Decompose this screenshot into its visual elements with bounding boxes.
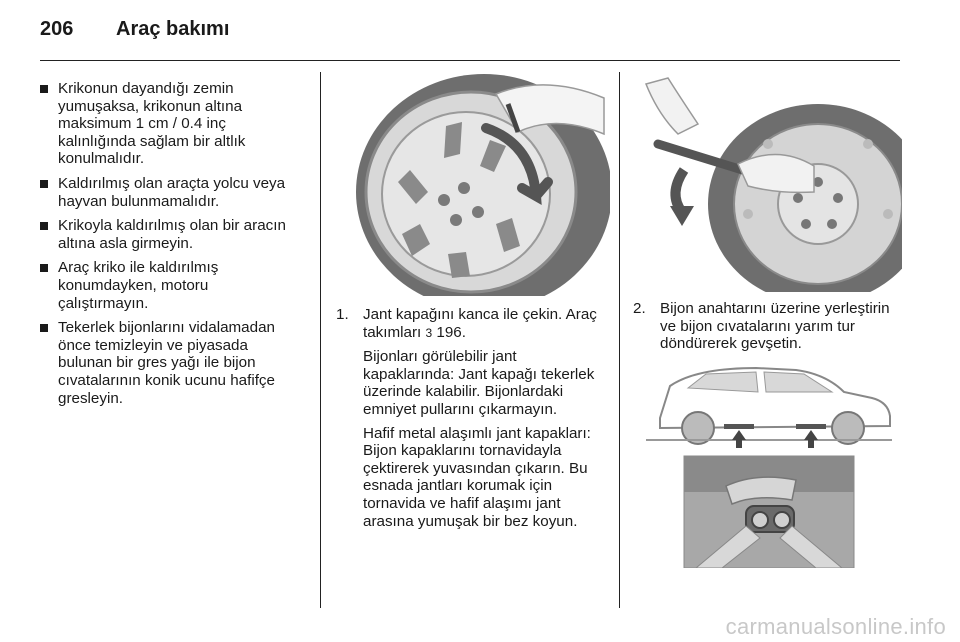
warning-bullet-list (40, 80, 302, 414)
page-header (40, 18, 920, 48)
step-item (336, 306, 610, 530)
wheel-wrench-illustration (638, 74, 902, 292)
column-divider-1 (320, 72, 321, 608)
bullet-text: Kaldırılmış olan araçta yolcu veya hayvan bulunmamalıdır. (58, 174, 286, 210)
step-text: Jant kapağını kanca ile çekin. Araç takımları (363, 306, 597, 341)
header-rule (40, 60, 900, 61)
bullet-text: Krikoyla kaldırılmış olan bir aracın altına asla girmeyin. (58, 217, 286, 252)
step-2-instructions (633, 300, 903, 359)
page-reference[interactable]: 196. (436, 323, 466, 341)
step-number: 2. (633, 300, 646, 317)
square-bullet-icon (40, 324, 48, 332)
step-paragraph: Hafif metal alaşımlı jant kapakları: Bijon kapaklarını tornavidayla çektirerek yuvasından çıkarın. Bu esnada jantları korumak için tornavida ve hafif alaşımı jant arasına yumuşak bir bez koyun. (363, 424, 591, 530)
square-bullet-icon (40, 85, 48, 93)
square-bullet-icon (40, 222, 48, 230)
step-paragraph: Bijon anahtarını üzerine yerleştirin ve bijon cıvatalarını yarım tur döndürerek gevşetin. (660, 300, 890, 353)
wheel-cover-illustration (336, 74, 610, 296)
page-reference-icon: 3 (425, 325, 433, 340)
list-item (40, 217, 302, 252)
page-title: Araç bakımı (116, 18, 230, 40)
list-item (40, 259, 302, 312)
step-paragraph (363, 306, 610, 342)
square-bullet-icon (40, 264, 48, 272)
jack-point-illustration (636, 356, 902, 568)
list-item (40, 175, 302, 210)
step-paragraph: Bijonları görülebilir jant kapaklarında: Jant kapağı tekerlek üzerinde kalabilir. Bijonlardaki emniyet pullarını çıkarmayın. (363, 348, 595, 418)
bullet-text: Krikonun dayandığı zemin yumuşaksa, krikonun altına maksimum 1 cm / 0.4 inç kalınlığında sağlam bir altlık konulmalıdır. (58, 80, 246, 168)
wheel-cover-icon (336, 74, 610, 296)
wheel-wrench-icon (638, 74, 902, 292)
step-number: 1. (336, 306, 349, 323)
step-item (633, 300, 903, 353)
step-1-instructions (336, 306, 610, 536)
list-item (40, 80, 302, 168)
list-item (40, 319, 302, 407)
column-divider-2 (619, 72, 620, 608)
square-bullet-icon (40, 180, 48, 188)
watermark: carmanualsonline.info (725, 614, 946, 639)
bullet-text: Tekerlek bijonlarını vidalamadan önce temizleyin ve piyasada bulunan bir gres yağı ile bijon cıvatalarının konik ucunu hafifçe gresleyin. (58, 319, 275, 407)
page-number: 206 (40, 18, 74, 40)
bullet-text: Araç kriko ile kaldırılmış konumdayken, motoru çalıştırmayın. (58, 259, 219, 312)
car-jack-icon (636, 356, 902, 568)
